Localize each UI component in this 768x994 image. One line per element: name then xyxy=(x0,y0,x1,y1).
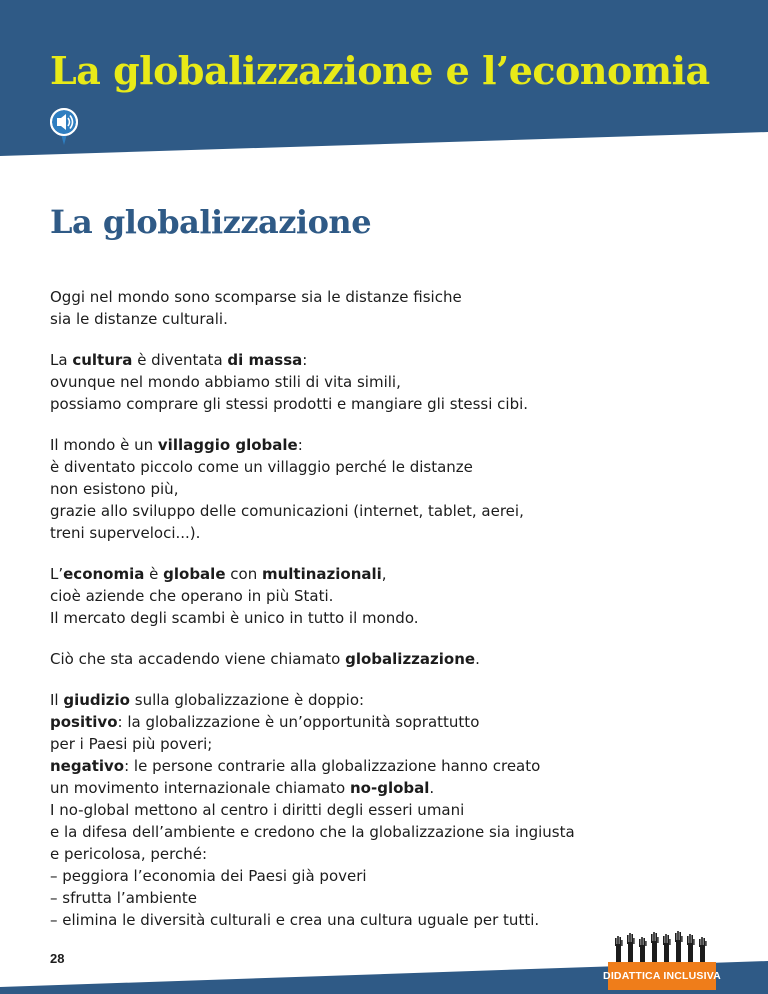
text-line xyxy=(50,733,730,755)
text-segment: : xyxy=(297,436,303,454)
text-line xyxy=(50,887,730,909)
text-line xyxy=(50,821,730,843)
text-segment: : xyxy=(302,351,308,369)
text-segment: con xyxy=(225,565,262,583)
text-segment: Ciò che sta accadendo viene chiamato xyxy=(50,650,346,668)
text-segment: Il xyxy=(50,691,64,709)
text-segment: per i Paesi più poveri; xyxy=(50,735,213,753)
text-segment: La xyxy=(50,351,73,369)
text-line xyxy=(50,500,730,522)
paragraph xyxy=(50,349,730,415)
text-line xyxy=(50,865,730,887)
text-segment: Il mercato degli scambi è unico in tutto il mondo. xyxy=(50,609,419,627)
text-segment: . xyxy=(429,779,435,797)
paragraph xyxy=(50,689,730,931)
text-line xyxy=(50,843,730,865)
text-line xyxy=(50,522,730,544)
raised-hands-icon xyxy=(614,930,710,964)
text-segment: grazie allo sviluppo delle comunicazioni (internet, tablet, aerei, xyxy=(50,502,524,520)
text-line xyxy=(50,585,730,607)
text-line xyxy=(50,349,730,371)
bold-term: economia xyxy=(63,565,145,583)
text-line xyxy=(50,799,730,821)
text-line xyxy=(50,711,730,733)
text-line xyxy=(50,286,730,308)
page-number: 28 xyxy=(50,951,65,966)
text-segment: possiamo comprare gli stessi prodotti e mangiare gli stessi cibi. xyxy=(50,395,529,413)
didattica-inclusiva-badge xyxy=(603,962,721,990)
text-segment: sulla globalizzazione è doppio: xyxy=(129,691,365,709)
text-segment: non esistono più, xyxy=(50,480,179,498)
text-segment: L’ xyxy=(50,565,64,583)
text-segment: : le persone contrarie alla globalizzazione hanno creato xyxy=(124,757,541,775)
text-line xyxy=(50,371,730,393)
section-title: La globalizzazione xyxy=(50,203,372,241)
text-line xyxy=(50,777,730,799)
text-segment: I no-global mettono al centro i diritti degli esseri umani xyxy=(50,801,465,819)
text-segment: . xyxy=(475,650,480,668)
audio-button[interactable] xyxy=(49,107,79,147)
text-line xyxy=(50,456,730,478)
bold-term: globale xyxy=(163,565,226,583)
text-segment: ovunque nel mondo abbiamo stili di vita simili, xyxy=(50,373,401,391)
text-line xyxy=(50,434,730,456)
text-segment: – sfrutta l’ambiente xyxy=(50,889,198,907)
paragraph xyxy=(50,563,730,629)
text-segment: è xyxy=(144,565,164,583)
text-line xyxy=(50,755,730,777)
text-line xyxy=(50,607,730,629)
bold-term: negativo xyxy=(50,757,125,775)
text-segment: cioè aziende che operano in più Stati. xyxy=(50,587,334,605)
text-segment: , xyxy=(381,565,387,583)
text-line xyxy=(50,393,730,415)
text-segment: : la globalizzazione è un’opportunità soprattutto xyxy=(117,713,480,731)
text-segment: Oggi nel mondo sono scomparse sia le distanze fisiche xyxy=(50,288,462,306)
text-line xyxy=(50,308,730,330)
text-segment: Il mondo è un xyxy=(50,436,158,454)
paragraph xyxy=(50,286,730,330)
text-segment: treni superveloci...). xyxy=(50,524,201,542)
text-segment: – elimina le diversità culturali e crea una cultura uguale per tutti. xyxy=(50,911,540,929)
body-text xyxy=(50,286,730,950)
paragraph xyxy=(50,434,730,544)
bold-term: di massa xyxy=(227,351,303,369)
bold-term: multinazionali xyxy=(261,565,382,583)
bold-term: positivo xyxy=(50,713,118,731)
bold-term: cultura xyxy=(72,351,133,369)
text-line xyxy=(50,478,730,500)
text-line xyxy=(50,648,730,670)
bold-term: villaggio globale xyxy=(157,436,298,454)
paragraph xyxy=(50,648,730,670)
text-segment: è diventata xyxy=(132,351,228,369)
text-line xyxy=(50,689,730,711)
page-title: La globalizzazione e l’economia xyxy=(50,48,710,93)
text-segment: è diventato piccolo come un villaggio perché le distanze xyxy=(50,458,473,476)
bold-term: no-global xyxy=(350,779,430,797)
bold-term: giudizio xyxy=(63,691,130,709)
text-segment: e la difesa dell’ambiente e credono che la globalizzazione sia ingiusta xyxy=(50,823,575,841)
bold-term: globalizzazione xyxy=(345,650,476,668)
text-segment: sia le distanze culturali. xyxy=(50,310,228,328)
text-segment: un movimento internazionale chiamato xyxy=(50,779,350,797)
text-line xyxy=(50,563,730,585)
text-line xyxy=(50,909,730,931)
badge-label: DIDATTICA INCLUSIVA xyxy=(603,970,721,982)
speaker-icon xyxy=(49,107,79,147)
text-segment: e pericolosa, perché: xyxy=(50,845,208,863)
text-segment: – peggiora l’economia dei Paesi già poveri xyxy=(50,867,367,885)
